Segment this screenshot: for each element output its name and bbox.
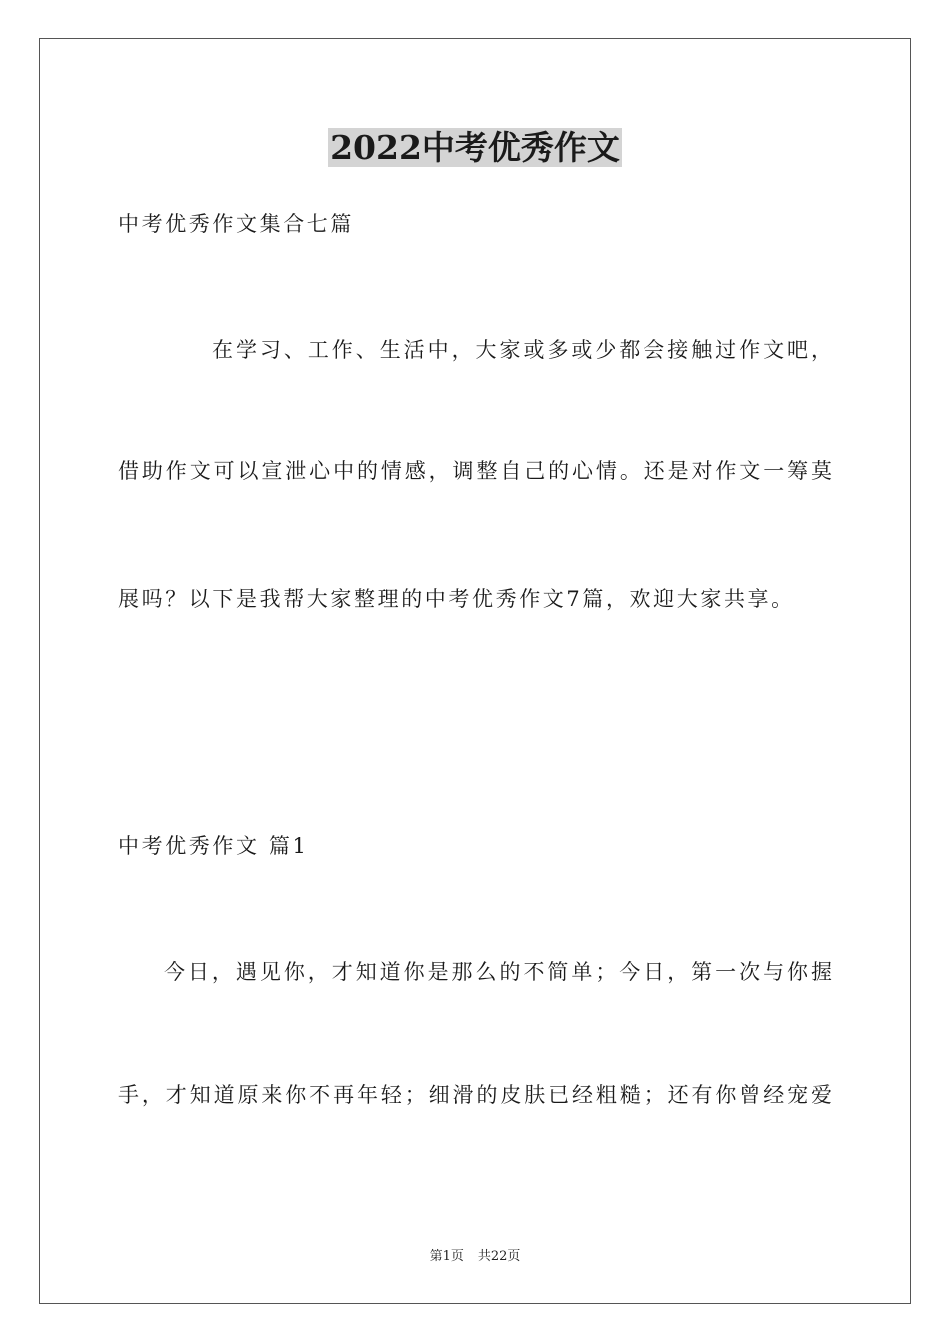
section-heading: 中考优秀作文 篇1 bbox=[118, 834, 309, 858]
essay-line-2: 手，才知道原来你不再年轻；细滑的皮肤已经粗糙；还有你曾经宠爱 bbox=[118, 1083, 832, 1107]
intro-line-1: 在学习、工作、生活中，大家或多或少都会接触过作文吧， bbox=[212, 338, 832, 362]
intro-line-2: 借助作文可以宣泄心中的情感，调整自己的心情。还是对作文一筹莫 bbox=[118, 459, 832, 483]
page-footer bbox=[0, 1248, 950, 1266]
essay-line-1: 今日，遇见你，才知道你是那么的不简单；今日，第一次与你握 bbox=[164, 960, 832, 984]
document-title-text: 2022中考优秀作文 bbox=[330, 128, 620, 167]
document-subtitle: 中考优秀作文集合七篇 bbox=[118, 212, 354, 236]
page-number: 第1页 bbox=[429, 1249, 464, 1264]
intro-line-3: 展吗？以下是我帮大家整理的中考优秀作文7篇，欢迎大家共享。 bbox=[118, 587, 795, 611]
page-total: 共22页 bbox=[477, 1249, 521, 1264]
document-title bbox=[0, 128, 950, 168]
